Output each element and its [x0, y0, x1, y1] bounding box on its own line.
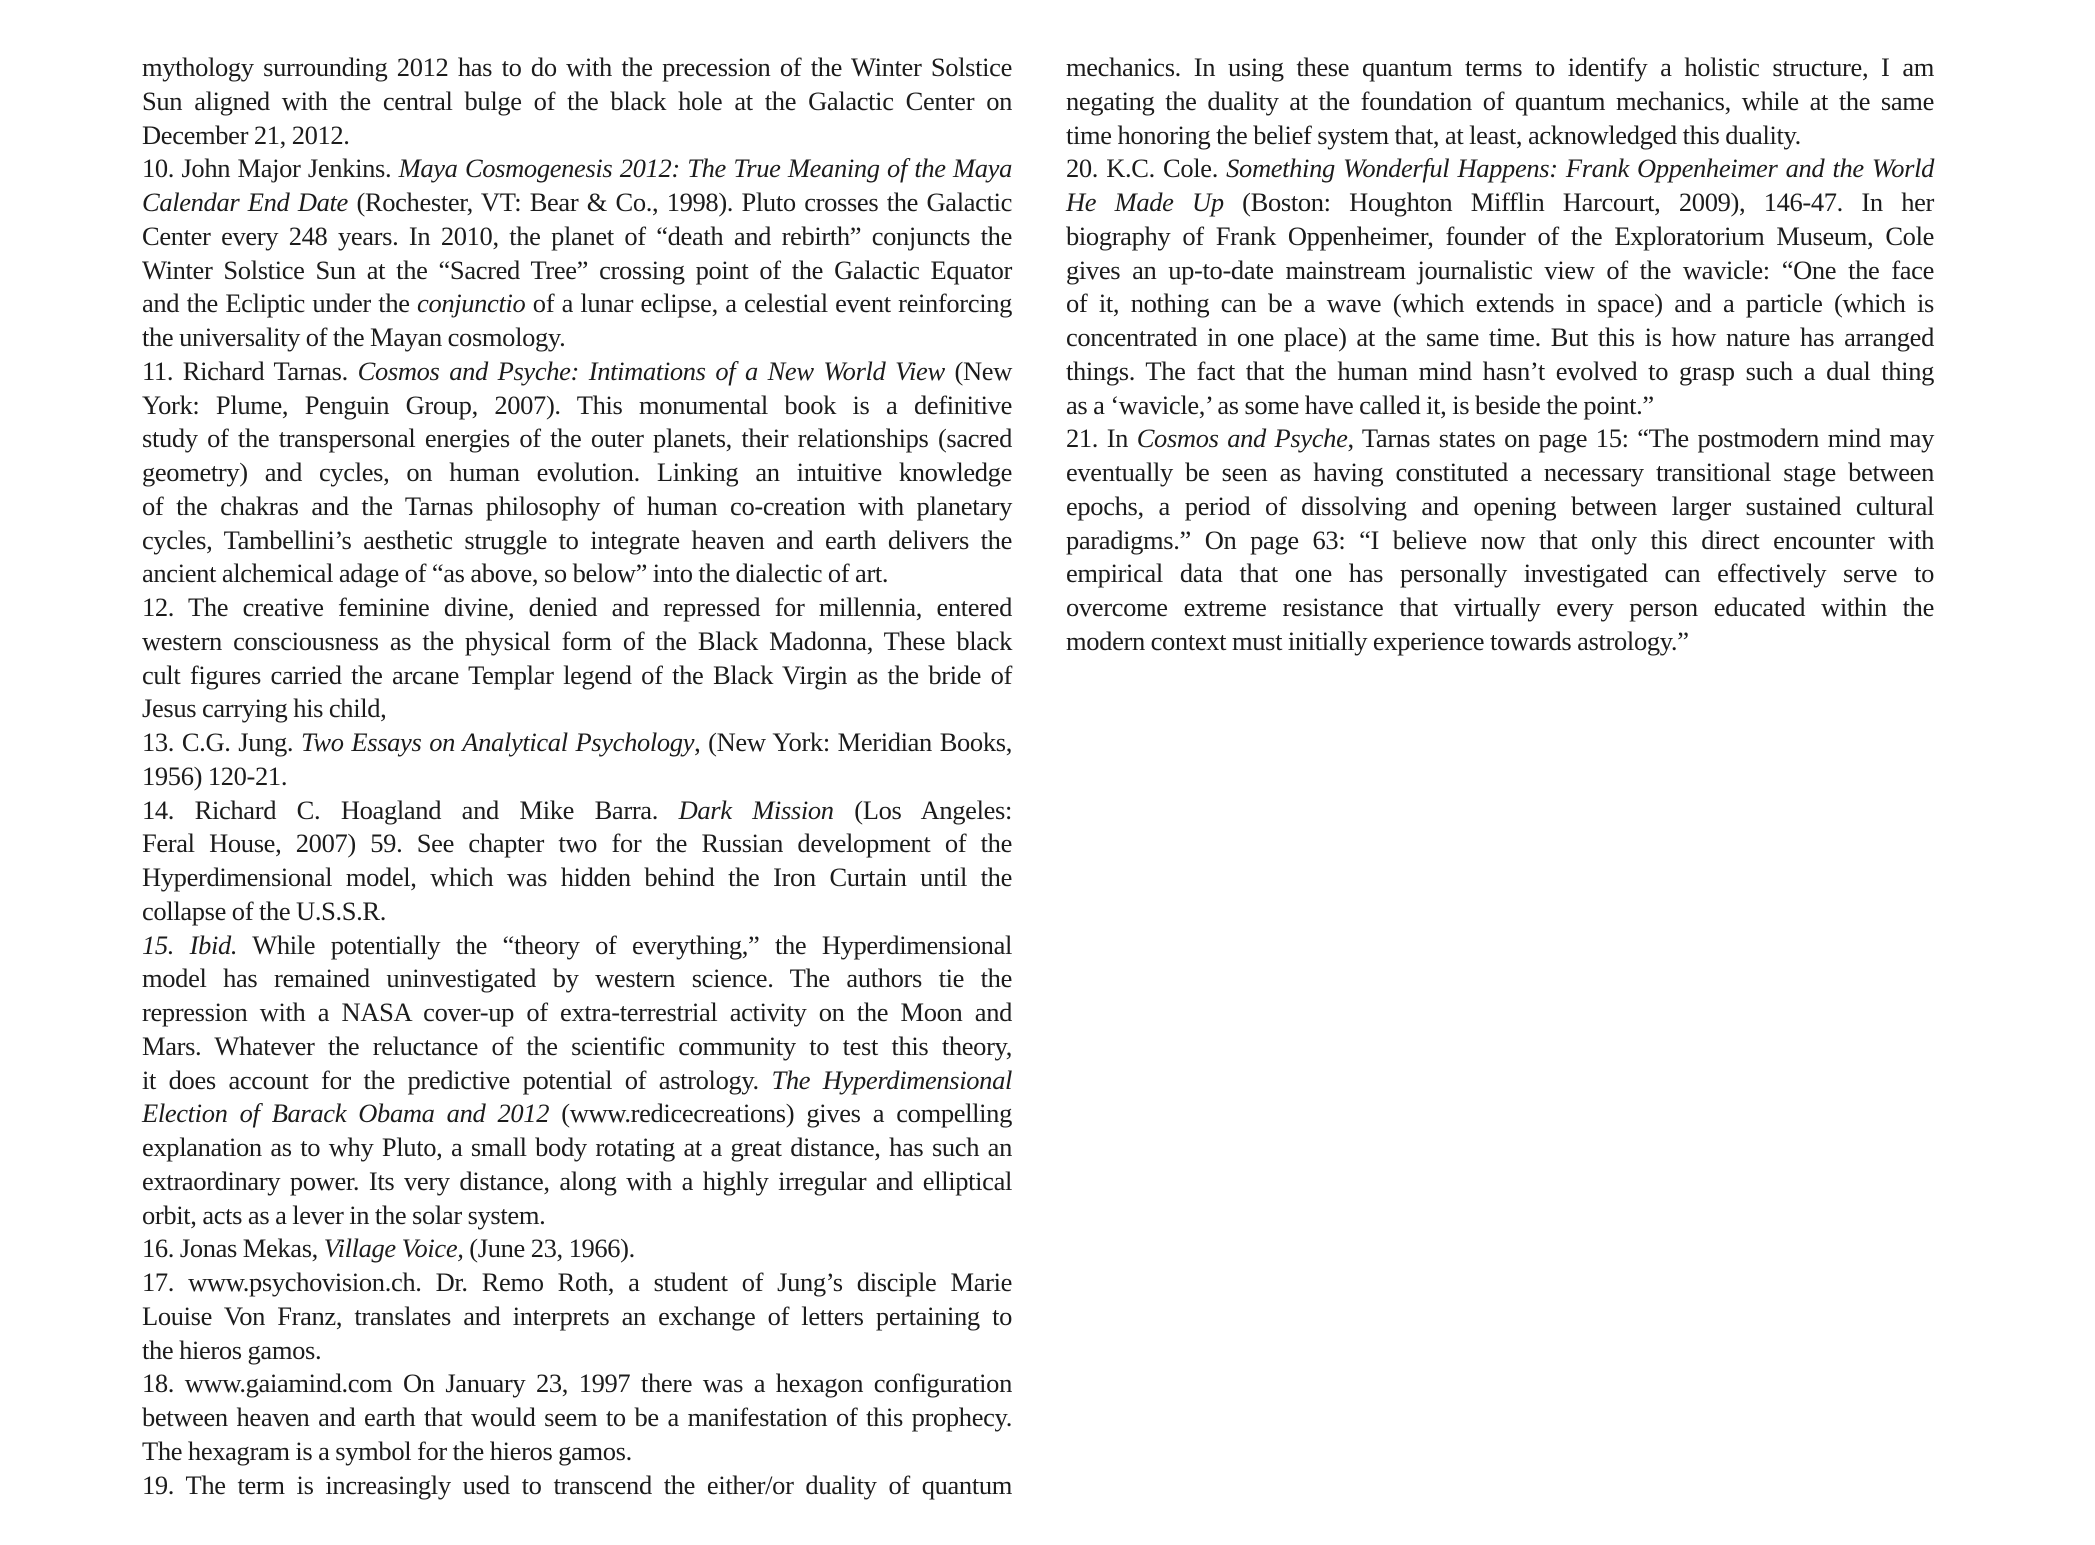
body-text: the universality of the Mayan cosmology.	[142, 322, 566, 352]
body-text: between heaven and earth that would seem to be a manifestation of this prophecy.	[142, 1402, 1012, 1432]
body-text: geometry) and cycles, on human evolution. Linking an intuitive knowledge	[142, 457, 1012, 487]
endnote-line	[142, 422, 1012, 456]
endnote-line	[142, 962, 1012, 996]
italic-title-text: Two Essays on Analytical Psychology	[300, 727, 695, 757]
body-text: While potentially the “theory of everything,” the Hyperdimensional	[237, 929, 1012, 960]
endnote	[142, 1367, 1012, 1468]
body-text: modern context must initially experience towards astrology.”	[1066, 625, 1689, 656]
endnote-line	[142, 51, 1012, 85]
body-text: Sun aligned with the central bulge of the black hole at the Galactic Center on	[142, 85, 1012, 116]
body-text: 19. The term is increasingly used to transcend the either/or duality of quantum	[142, 1469, 1012, 1500]
endnote	[142, 591, 1012, 726]
body-text: western consciousness as the physical form of the Black Madonna, These black	[142, 625, 1012, 656]
body-text: paradigms.” On page 63: “I believe now that only this direct encounter with	[1066, 524, 1934, 555]
body-text: of a lunar eclipse, a celestial event reinforcing	[525, 288, 1013, 319]
endnote	[142, 152, 1012, 355]
endnote-line	[142, 287, 1012, 321]
body-text: (Los Angeles:	[833, 794, 1012, 825]
endnote-line	[142, 659, 1012, 693]
body-text: December 21, 2012.	[142, 119, 350, 150]
body-text: explanation as to why Pluto, a small body rotating at a great distance, has such an	[142, 1132, 1012, 1162]
italic-title-text: Village Voice,	[323, 1233, 464, 1264]
endnote-line	[1066, 254, 1934, 288]
endnote-line	[1066, 51, 1934, 85]
endnote-line	[142, 557, 1012, 591]
endnote-line	[142, 861, 1012, 895]
italic-title-text: Calendar End Date	[142, 187, 348, 217]
body-text: time honoring the belief system that, at least, acknowledged this duality.	[1066, 119, 1801, 150]
italic-title-text: Cosmos and Psyche	[1136, 423, 1348, 454]
body-text: 20. K.C. Cole.	[1066, 153, 1227, 184]
endnote-line	[1066, 524, 1934, 558]
endnote-line	[142, 490, 1012, 524]
endnote-line	[142, 321, 1012, 355]
body-text: 10. John Major Jenkins.	[142, 153, 399, 184]
endnote-line	[142, 85, 1012, 119]
endnote	[142, 1232, 1012, 1266]
endnote-line	[142, 1232, 1012, 1266]
body-text: ancient alchemical adage of “as above, so below” into the dialectic of art.	[142, 558, 889, 589]
endnote-line	[142, 726, 1012, 760]
italic-title-text: Something Wonderful Happens: Frank Oppenheimer and the World	[1226, 153, 1934, 184]
endnote-line	[142, 1300, 1012, 1334]
body-text: (Rochester, VT: Bear & Co., 1998). Pluto crosses the Galactic	[347, 187, 1012, 217]
body-text: Jesus carrying his child,	[142, 693, 387, 724]
endnote-continuation	[1066, 51, 1934, 152]
body-text: extraordinary power. Its very distance, along with a highly irregular and elliptical	[142, 1165, 1012, 1196]
endnote-line	[142, 152, 1012, 186]
body-text: The hexagram is a symbol for the hieros gamos.	[142, 1435, 632, 1466]
body-text: concentrated in one place) at the same time. But this is how nature has arranged	[1066, 322, 1934, 352]
endnote	[142, 355, 1012, 591]
body-text: 11. Richard Tarnas.	[142, 355, 358, 386]
endnote-line	[1066, 557, 1934, 591]
italic-title-text: Election of Barack Obama and 2012	[142, 1098, 550, 1129]
endnote	[1066, 422, 1934, 658]
endnote-line	[142, 1131, 1012, 1165]
endnote-line	[142, 996, 1012, 1030]
endnote-line	[1066, 119, 1934, 153]
endnote-line	[142, 1064, 1012, 1098]
body-text: orbit, acts as a lever in the solar system.	[142, 1199, 546, 1230]
endnote-line	[142, 1165, 1012, 1199]
body-text: (June 23, 1966).	[463, 1233, 635, 1264]
body-text: the hieros gamos.	[142, 1334, 322, 1365]
body-text: things. The fact that the human mind hasn’t evolved to grasp such a dual thing	[1066, 355, 1934, 386]
endnote-line	[142, 254, 1012, 288]
italic-title-text: The Hyperdimensional	[771, 1064, 1012, 1095]
body-text: (www.redicecreations) gives a compelling	[549, 1098, 1012, 1129]
body-text: study of the transpersonal energies of the outer planets, their relationships (sacred	[142, 423, 1012, 454]
endnote-line	[1066, 422, 1934, 456]
endnote-line	[142, 827, 1012, 861]
body-text: , (New York: Meridian Books,	[694, 727, 1012, 757]
endnote-line	[142, 220, 1012, 254]
endnote-line	[1066, 220, 1934, 254]
italic-title-text: 15. Ibid.	[142, 929, 238, 960]
endnote-line	[1066, 287, 1934, 321]
body-text: negating the duality at the foundation of quantum mechanics, while at the same	[1066, 85, 1934, 116]
italic-title-text: conjunctio	[417, 288, 526, 319]
body-text: 14. Richard C. Hoagland and Mike Barra.	[142, 794, 679, 825]
endnote-line	[142, 929, 1012, 963]
body-text: overcome extreme resistance that virtually every person educated within the	[1066, 592, 1934, 622]
body-text: it does account for the predictive potential of astrology.	[142, 1064, 772, 1095]
endnote-line	[1066, 186, 1934, 220]
endnote-line	[142, 389, 1012, 423]
endnote-line	[1066, 389, 1934, 423]
endnote-line	[142, 895, 1012, 929]
endnote-line	[1066, 355, 1934, 389]
body-text: and the Ecliptic under the	[142, 288, 418, 319]
body-text: as a ‘wavicle,’ as some have called it, is beside the point.”	[1066, 389, 1654, 420]
italic-title-text: Maya Cosmogenesis 2012: The True Meaning of the Maya	[398, 153, 1012, 184]
endnote-line	[142, 186, 1012, 220]
body-text: York: Plume, Penguin Group, 2007). This monumental book is a definitive	[142, 389, 1012, 420]
body-text: 21. In	[1066, 423, 1137, 454]
endnote-line	[142, 1266, 1012, 1300]
body-text: (Boston: Houghton Mifflin Harcourt, 2009), 146-47. In her	[1223, 187, 1934, 217]
endnote-line	[142, 1367, 1012, 1401]
body-text: repression with a NASA cover-up of extra-terrestrial activity on the Moon and	[142, 997, 1012, 1027]
body-text: 18. www.gaiamind.com On January 23, 1997 there was a hexagon configuration	[142, 1368, 1012, 1399]
endnote-line	[142, 760, 1012, 794]
body-text: 12. The creative feminine divine, denied and repressed for millennia, entered	[142, 592, 1012, 622]
endnote-line	[142, 1401, 1012, 1435]
body-text: cycles, Tambellini’s aesthetic struggle to integrate heaven and earth delivers the	[142, 524, 1012, 555]
right-column	[1066, 51, 1934, 659]
body-text: Center every 248 years. In 2010, the planet of “death and rebirth” conjuncts the	[142, 220, 1012, 251]
endnote-line	[142, 456, 1012, 490]
body-text: collapse of the U.S.S.R.	[142, 895, 387, 926]
endnote-line	[142, 1334, 1012, 1368]
body-text: Winter Solstice Sun at the “Sacred Tree” crossing point of the Galactic Equator	[142, 254, 1012, 285]
endnote-line	[1066, 85, 1934, 119]
endnote-line	[1066, 152, 1934, 186]
endnote-line	[142, 1199, 1012, 1233]
body-text: 17. www.psychovision.ch. Dr. Remo Roth, a student of Jung’s disciple Marie	[142, 1267, 1012, 1297]
body-text: of the chakras and the Tarnas philosophy of human co-creation with planetary	[142, 490, 1012, 521]
endnote-line	[1066, 321, 1934, 355]
body-text: empirical data that one has personally investigated can effectively serve to	[1066, 558, 1934, 589]
endnote	[1066, 152, 1934, 422]
body-text: Louise Von Franz, translates and interprets an exchange of letters pertaining to	[142, 1300, 1012, 1331]
endnote-line	[142, 1469, 1012, 1503]
body-text: Hyperdimensional model, which was hidden behind the Iron Curtain until the	[142, 862, 1012, 892]
endnote	[142, 726, 1012, 794]
endnote-continuation	[142, 51, 1012, 152]
body-text: model has remained uninvestigated by western science. The authors tie the	[142, 963, 1012, 994]
body-text: epochs, a period of dissolving and opening between larger sustained cultural	[1066, 490, 1934, 521]
body-text: (New	[944, 355, 1012, 386]
italic-title-text: Dark Mission	[678, 794, 834, 825]
body-text: gives an up-to-date mainstream journalistic view of the wavicle: “One the face	[1066, 254, 1934, 285]
endnote-line	[142, 1435, 1012, 1469]
endnote-line	[142, 355, 1012, 389]
endnote-line	[142, 625, 1012, 659]
endnote-line	[142, 794, 1012, 828]
body-text: mythology surrounding 2012 has to do with the precession of the Winter Solstice	[142, 52, 1012, 82]
endnote-line	[142, 1097, 1012, 1131]
body-text: , Tarnas states on page 15: “The postmodern mind may	[1347, 423, 1934, 454]
endnote-line	[1066, 591, 1934, 625]
italic-title-text: He Made Up	[1066, 187, 1224, 217]
endnote-line	[142, 692, 1012, 726]
italic-title-text: Cosmos and Psyche: Intimations of a New World View	[357, 355, 945, 386]
endnote-line	[1066, 456, 1934, 490]
body-text: biography of Frank Oppenheimer, founder of the Exploratorium Museum, Cole	[1066, 220, 1934, 251]
endnote-line	[142, 1030, 1012, 1064]
body-text: cult figures carried the arcane Templar legend of the Black Virgin as the bride of	[142, 659, 1012, 690]
endnote	[142, 1266, 1012, 1367]
endnote	[142, 929, 1012, 1233]
body-text: 16. Jonas Mekas,	[142, 1233, 324, 1264]
endnote-line	[1066, 490, 1934, 524]
body-text: mechanics. In using these quantum terms to identify a holistic structure, I am	[1066, 52, 1934, 82]
body-text: 1956) 120-21.	[142, 760, 288, 791]
endnote-line	[142, 524, 1012, 558]
endnote-line	[1066, 625, 1934, 659]
body-text: of it, nothing can be a wave (which extends in space) and a particle (which is	[1066, 288, 1934, 319]
endnote	[142, 1469, 1012, 1503]
body-text: Mars. Whatever the reluctance of the scientific community to test this theory,	[142, 1030, 1012, 1061]
endnote-line	[142, 119, 1012, 153]
left-column	[142, 51, 1012, 1502]
body-text: eventually be seen as having constituted a necessary transitional stage between	[1066, 457, 1934, 487]
endnote-line	[142, 591, 1012, 625]
body-text: Feral House, 2007) 59. See chapter two for the Russian development of the	[142, 828, 1012, 859]
body-text: 13. C.G. Jung.	[142, 727, 301, 757]
endnote	[142, 794, 1012, 929]
